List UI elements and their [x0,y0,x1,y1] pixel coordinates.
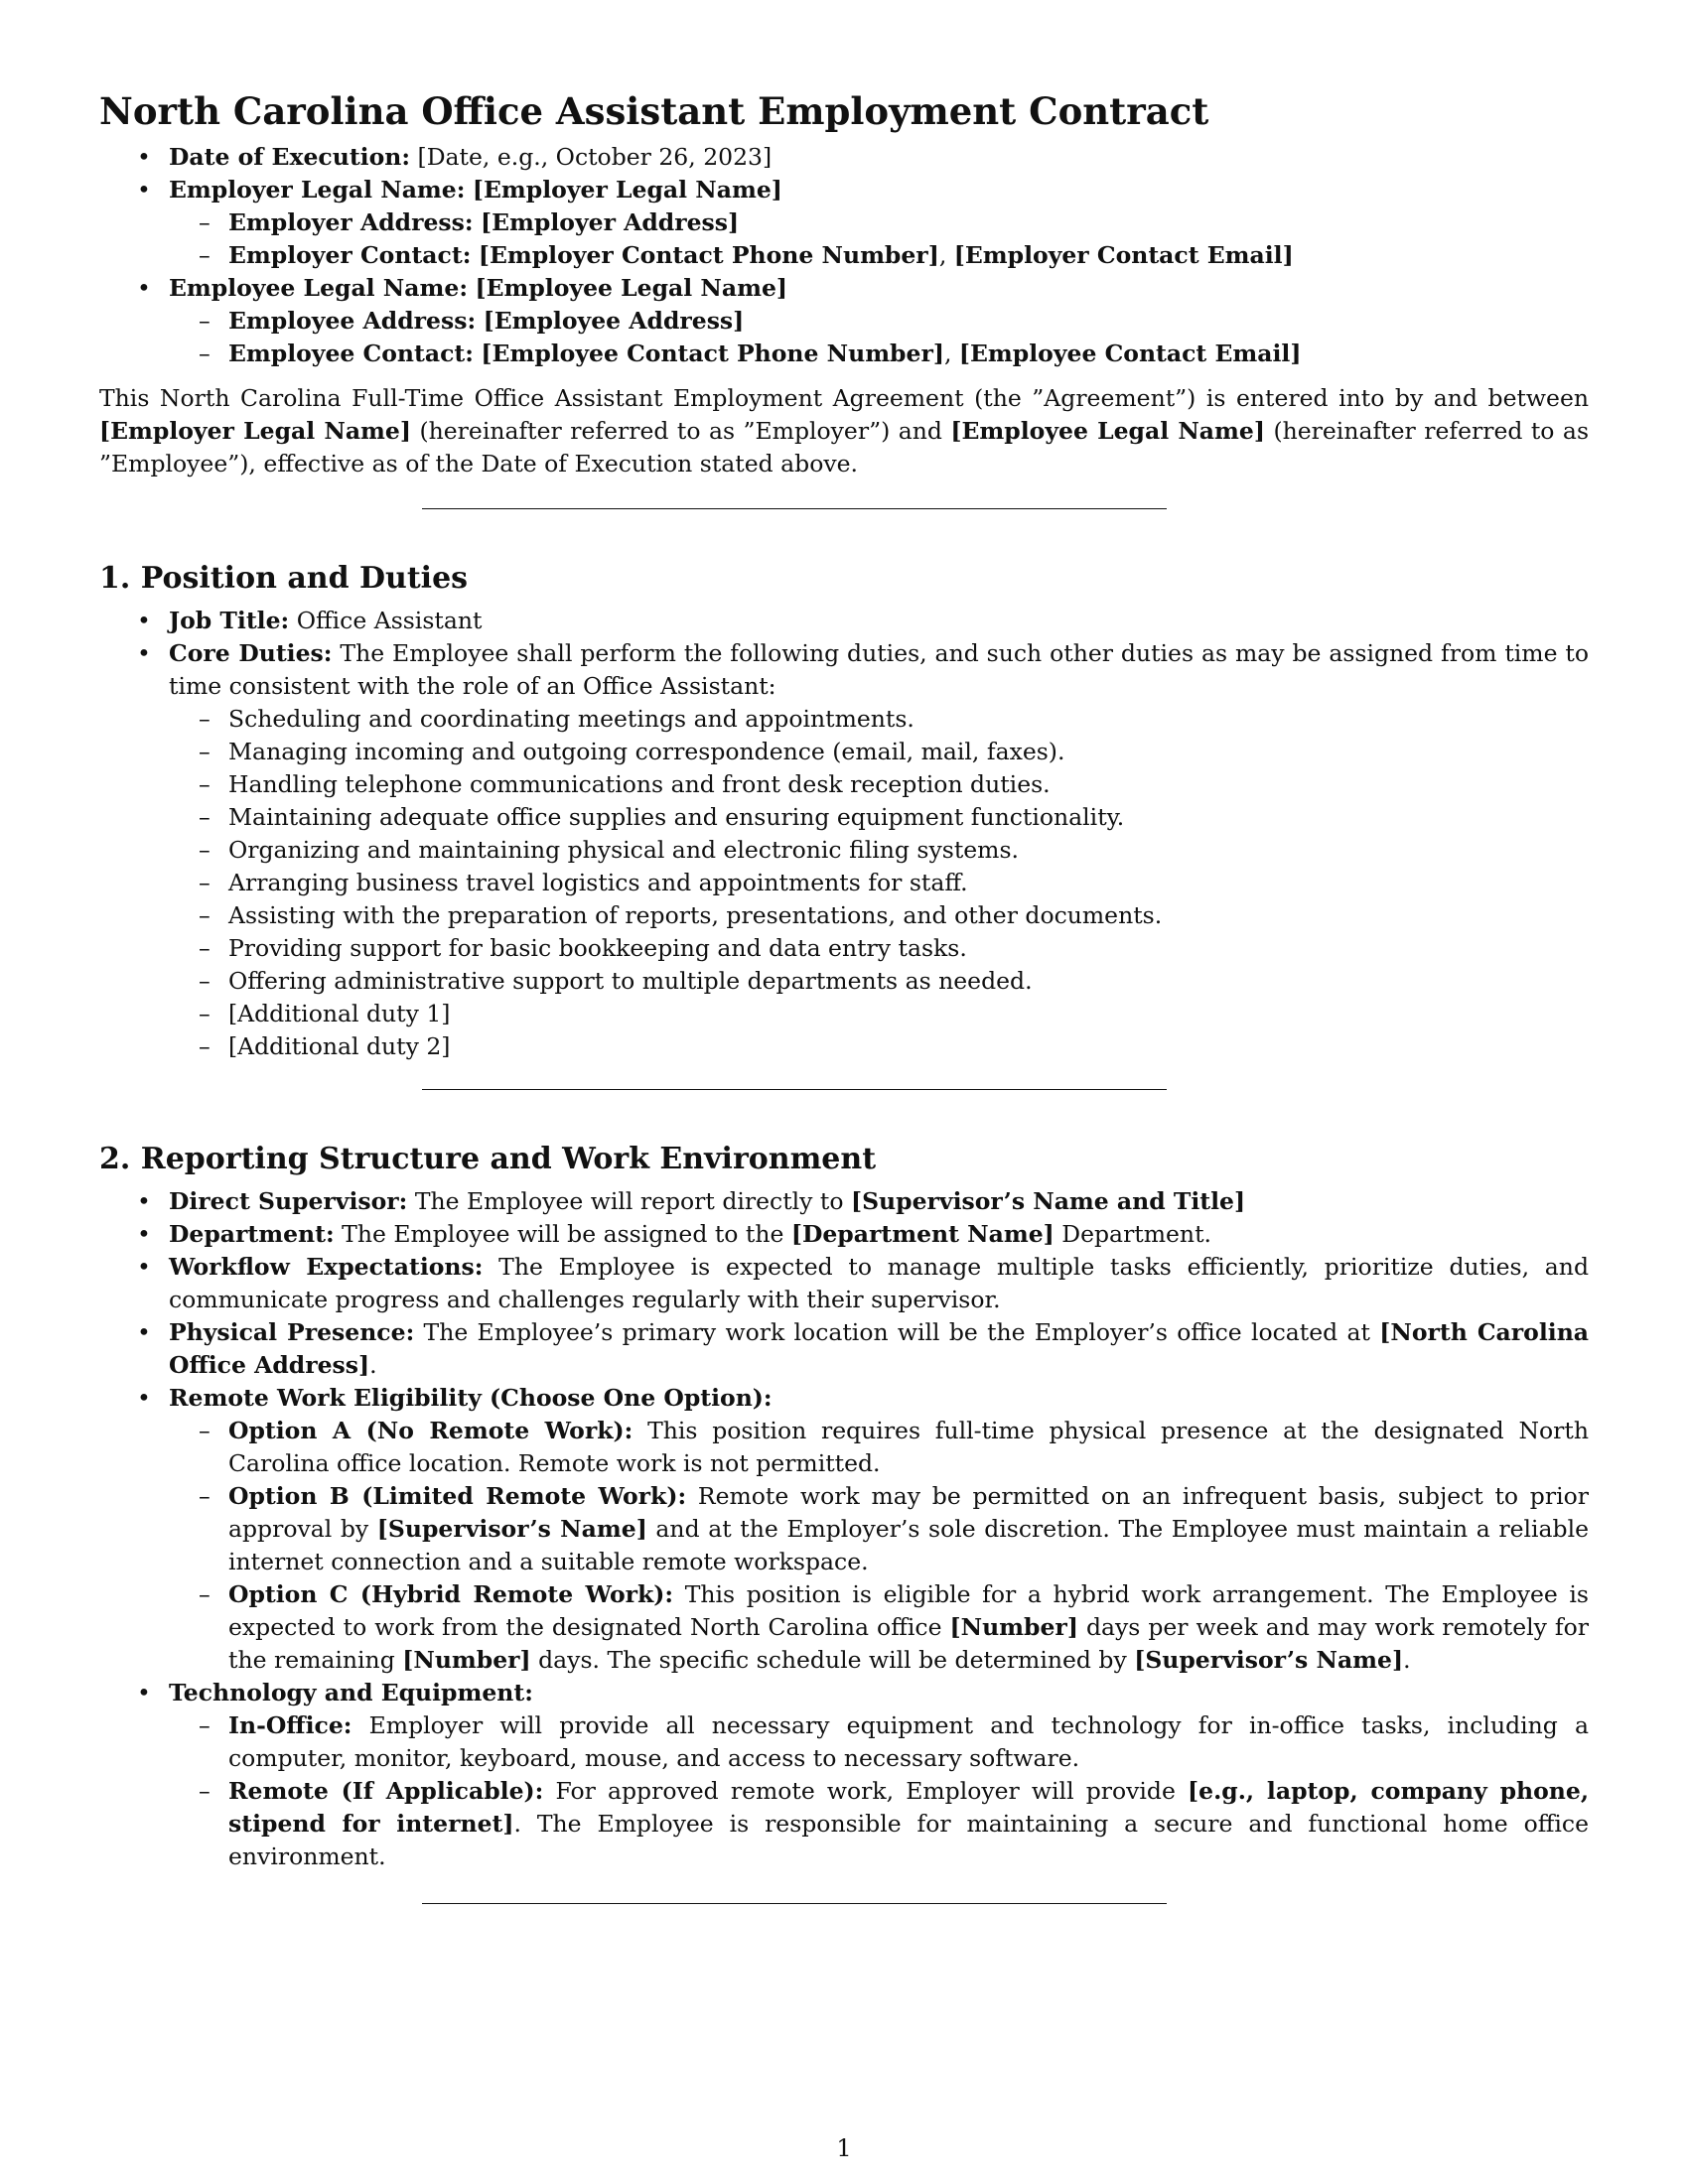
direct-supervisor [99,1185,1589,1218]
supervisor-value: [Supervisor’s Name and Title] [850,1187,1246,1215]
duty-item: – Providing support for basic bookkeeping and data entry tasks. [169,932,1589,965]
duty-item: – Handling telephone communications and front desk reception duties. [169,768,1589,801]
employer-name-label: Employer Legal Name: [169,176,466,204]
employee-name-label: Employee Legal Name: [169,274,468,302]
section-divider [422,1089,1167,1090]
employer-email: [Employer Contact Email] [953,241,1294,269]
remote-work-eligibility [99,1382,1589,1677]
employer-legal-name [99,174,1589,272]
duty-item: – Managing incoming and outgoing correspondence (email, mail, faxes). [169,736,1589,768]
page-number: 1 [836,2134,852,2162]
employee-address-value: [Employee Address] [483,307,745,335]
remote-app-label: Remote (If Applicable): [228,1777,544,1805]
option-c-value-3: [Supervisor’s Name] [1134,1646,1404,1674]
core-duties [99,637,1589,1063]
document-title: North Carolina Office Assistant Employment Contract [99,89,1209,133]
section-divider [422,508,1167,509]
employer-address-label: Employer Address: [228,208,474,236]
section-reporting-structure [99,1140,1589,1873]
tech-label: Technology and Equipment: [169,1679,533,1706]
option-c-text-4: . [1403,1646,1411,1674]
parties-list [99,141,1589,370]
remote-app-value: [e.g., laptop, company phone, stipend for internet] [228,1777,1589,1838]
option-b-label: Option B (Limited Remote Work): [228,1482,687,1510]
option-c-text-3: days. The specific schedule will be determined by [530,1646,1135,1674]
duties-list [169,703,1589,1063]
in-office [169,1709,1589,1775]
employee-address [169,305,1589,338]
option-b-value: [Supervisor’s Name] [376,1515,647,1543]
duty-item: – Organizing and maintaining physical and electronic filing systems. [169,834,1589,867]
document-page [99,85,1589,1904]
presence-text-2: . [369,1351,377,1379]
employee-address-label: Employee Address: [228,307,477,335]
date-label: Date of Execution: [169,143,411,171]
duty-item: – Offering administrative support to multiple departments as needed. [169,965,1589,998]
inoffice-text: Employer will provide all necessary equipment and technology for in-office tasks, including a computer, monitor, keyboard, mouse, and access to necessary software. [228,1711,1589,1772]
presence-label: Physical Presence: [169,1318,415,1346]
workflow-expectations [99,1251,1589,1316]
employer-name-value: [Employer Legal Name] [472,176,782,204]
employer-address [169,206,1589,239]
employer-contact [169,239,1589,272]
option-c-text-2: days per week and may work remotely for the remaining [228,1613,1590,1674]
workflow-text: The Employee is expected to manage multiple tasks efficiently, prioritize duties, and communicate progress and challenges regularly with their supervisor. [169,1253,1589,1313]
section-1-heading: 1. Position and Duties [99,561,469,596]
duty-item: – [Additional duty 2] [169,1030,1589,1063]
option-c-text-1: This position is eligible for a hybrid work arrangement. The Employee is expected to work from the designated North Carolina office [228,1580,1589,1641]
option-b [169,1480,1589,1578]
intro-employer: [Employer Legal Name] [99,417,411,445]
duty-item: – Arranging business travel logistics and appointments for staff. [169,867,1589,899]
date-value: [Date, e.g., October 26, 2023] [417,143,773,171]
comma: , [943,340,959,367]
intro-text-2: (hereinafter referred to as ”Employer”) and [411,417,951,445]
employee-contact-label: Employee Contact: [228,340,474,367]
department-label: Department: [169,1220,335,1248]
remote-if-applicable [169,1775,1589,1873]
supervisor-text: The Employee will report directly to [407,1187,851,1215]
employer-contact-label: Employer Contact: [228,241,472,269]
department [99,1218,1589,1251]
job-title-label: Job Title: [169,607,290,634]
physical-presence [99,1316,1589,1382]
duty-item: – [Additional duty 1] [169,998,1589,1030]
option-a-label: Option A (No Remote Work): [228,1417,633,1444]
option-c-value-1: [Number] [949,1613,1078,1641]
core-duties-text: The Employee shall perform the following duties, and such other duties as may be assigned from time to time consistent with the role of an Office Assistant: [169,639,1590,700]
intro-text-3: (hereinafter referred to as ”Employee”), effective as of the Date of Execution stated above. [99,417,1590,478]
section-2-heading: 2. Reporting Structure and Work Environment [99,1142,877,1176]
option-c [169,1578,1589,1677]
employee-name-value: [Employee Legal Name] [475,274,788,302]
option-b-text-1: Remote work may be permitted on an infrequent basis, subject to prior approval by [228,1482,1589,1543]
department-text-1: The Employee will be assigned to the [334,1220,791,1248]
option-c-label: Option C (Hybrid Remote Work): [228,1580,674,1608]
remote-app-text-2: . The Employee is responsible for maintaining a secure and functional home office environment. [228,1810,1589,1870]
supervisor-label: Direct Supervisor: [169,1187,408,1215]
workflow-label: Workflow Expectations: [169,1253,484,1281]
date-of-execution [99,141,1589,174]
employee-contact [169,338,1589,370]
inoffice-label: In-Office: [228,1711,352,1739]
employer-address-value: [Employer Address] [481,208,740,236]
employer-phone: [Employer Contact Phone Number] [478,241,939,269]
employee-email: [Employee Contact Email] [958,340,1302,367]
intro-employee: [Employee Legal Name] [950,417,1265,445]
employee-phone: [Employee Contact Phone Number] [481,340,944,367]
intro-paragraph [99,382,1589,480]
option-a [169,1415,1589,1480]
comma: , [938,241,954,269]
section-position-duties [99,559,1589,1063]
core-duties-label: Core Duties: [169,639,333,667]
presence-text-1: The Employee’s primary work location will be the Employer’s office located at [414,1318,1380,1346]
job-title-value: Office Assistant [289,607,483,634]
technology-equipment [99,1677,1589,1873]
department-value: [Department Name] [790,1220,1055,1248]
duty-item: – Assisting with the preparation of reports, presentations, and other documents. [169,899,1589,932]
option-c-value-2: [Number] [402,1646,531,1674]
presence-value: [North Carolina Office Address] [169,1318,1590,1379]
remote-app-text-1: For approved remote work, Employer will provide [543,1777,1189,1805]
section-divider [422,1903,1167,1904]
intro-text-1: This North Carolina Full-Time Office Assistant Employment Agreement (the ”Agreement”) is entered into by and between [99,384,1589,412]
employee-legal-name [99,272,1589,370]
remote-label: Remote Work Eligibility (Choose One Option): [169,1384,773,1412]
department-text-2: Department. [1054,1220,1211,1248]
duty-item: – Maintaining adequate office supplies and ensuring equipment functionality. [169,801,1589,834]
option-a-text: This position requires full-time physical presence at the designated North Carolina office location. Remote work is not permitted. [228,1417,1589,1477]
option-b-text-2: and at the Employer’s sole discretion. The Employee must maintain a reliable internet connection and a suitable remote workspace. [228,1515,1590,1575]
job-title [99,605,1589,637]
duty-item: – Scheduling and coordinating meetings and appointments. [169,703,1589,736]
